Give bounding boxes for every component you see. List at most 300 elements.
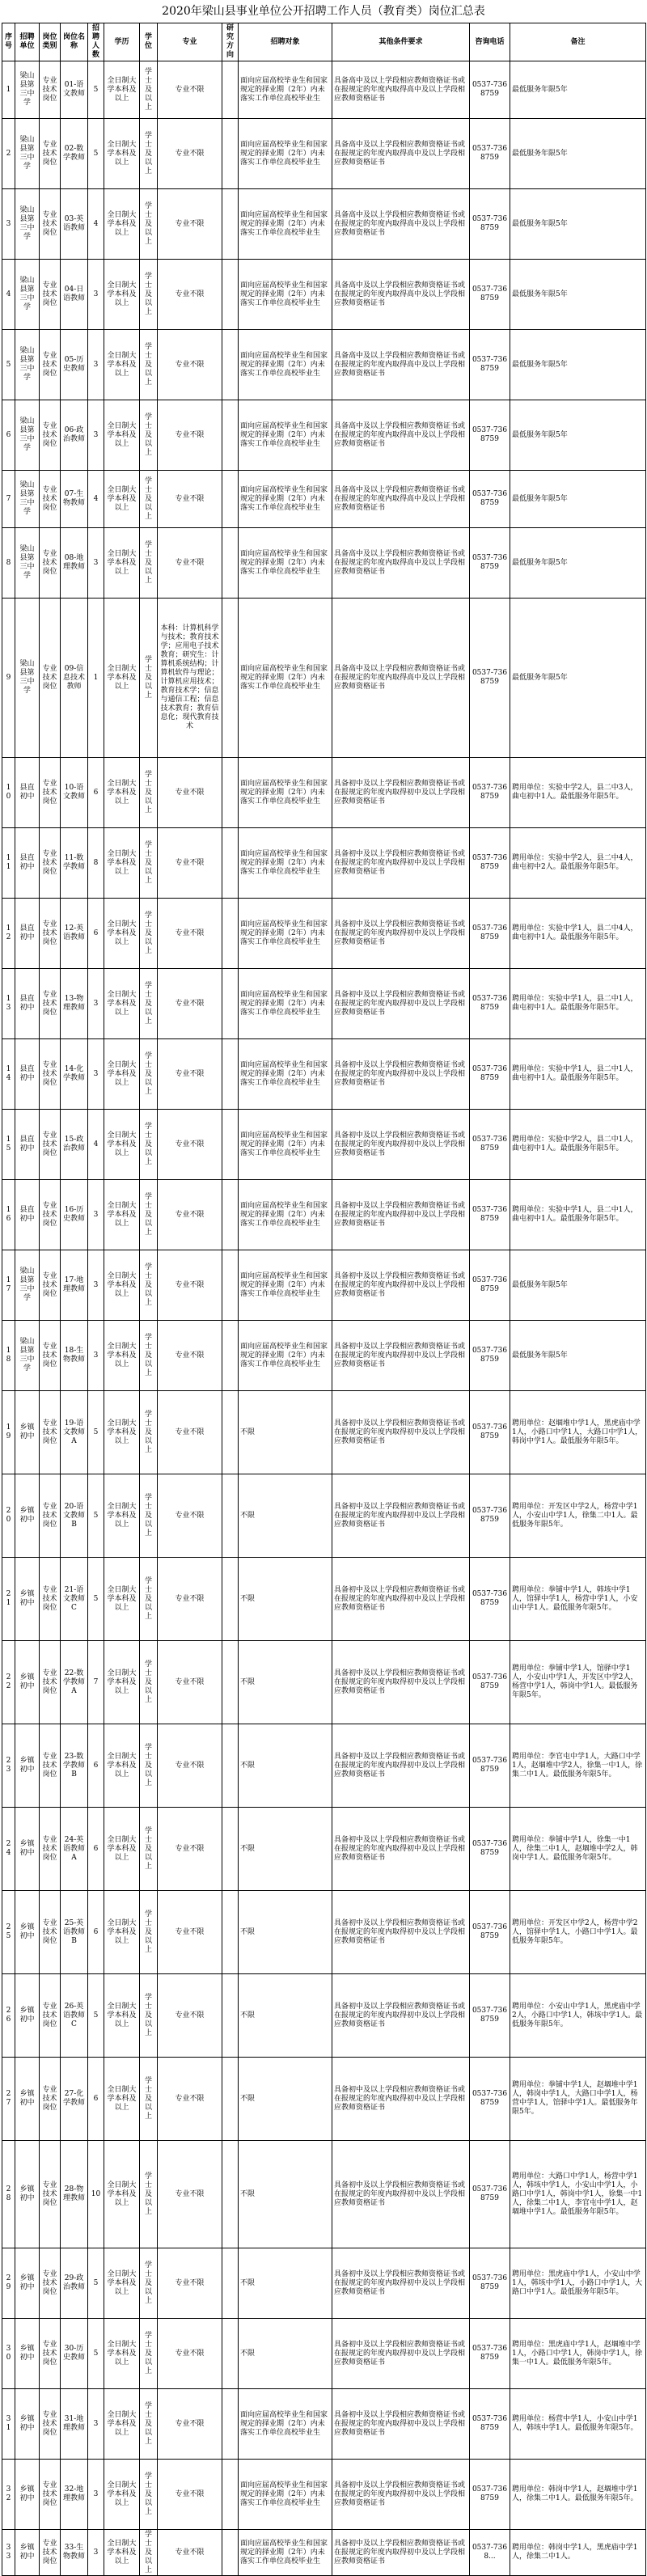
cell-phone: 0537-7368759 [470,471,510,528]
cell-count: 10 [88,2141,104,2248]
cell-requirements: 具备初中及以上学段相应教师资格证书或在报规定的年度内取得初中及以上学段相应教师资格证书 [332,1250,470,1321]
cell-count: 5 [88,119,104,189]
cell-degree: 学士及以上 [140,1321,158,1391]
cell-count: 6 [88,1724,104,1808]
cell-major: 专业不限 [158,2058,222,2141]
cell-phone: 0537-7368759 [470,2319,510,2389]
cell-target: 面向应届高校毕业生和国家规定的择业期（2年）内未落实工作单位高校毕业生 [239,1250,332,1321]
table-row [2,1039,646,1110]
cell-unit: 县直初中 [15,828,40,899]
cell-research [222,471,239,528]
cell-target: 不限 [239,2319,332,2389]
cell-education: 全日制大学本科及以上 [104,1110,140,1180]
cell-degree: 学士及以上 [140,1180,158,1250]
cell-requirements: 具备高中及以上学段相应教师资格证书或在报规定的年度内取得高中及以上学段相应教师资格证书 [332,189,470,260]
table-row [2,1974,646,2058]
cell-requirements: 具备初中及以上学段相应教师资格证书或在报规定的年度内取得初中及以上学段相应教师资格证书 [332,2248,470,2319]
cell-unit: 县直初中 [15,899,40,969]
cell-phone: 0537-7368759 [470,400,510,471]
cell-unit: 乡镇初中 [15,1724,40,1808]
cell-requirements: 具备高中及以上学段相应教师资格证书或在报规定的年度内取得高中及以上学段相应教师资格证书 [332,400,470,471]
cell-research [222,2248,239,2319]
cell-index: 17 [2,1250,15,1321]
cell-unit: 梁山县第三中学 [15,400,40,471]
cell-note: 聘用单位：拳铺中学1人，赵堌堆中学1人，韩岗中学1人，大路口中学1人，杨营中学1人，馆驿中学1人。最低服务年限5年。 [510,2058,646,2141]
table-row [2,2460,646,2530]
cell-position: 16-历史教师 [61,1180,88,1250]
cell-note: 聘用单位：实验中学1人，县二中4人，曲屯初中1人。最低服务年限5年。 [510,899,646,969]
cell-position: 13-物理教师 [61,969,88,1039]
cell-unit: 县直初中 [15,1039,40,1110]
cell-index: 16 [2,1180,15,1250]
cell-major: 专业不限 [158,2530,222,2576]
header-cell: 备注 [510,23,646,61]
cell-target: 面向应届高校毕业生和国家规定的择业期（2年）内未落实工作单位高校毕业生 [239,1110,332,1180]
cell-position: 18-生物教师 [61,1321,88,1391]
cell-phone: 0537-7368759 [470,61,510,119]
cell-index: 29 [2,2248,15,2319]
cell-position: 22-数学教师A [61,1641,88,1724]
cell-category: 专业技术岗位 [40,1180,61,1250]
cell-note: 聘用单位：赵堌堆中学1人，黑虎庙中学1人，小路口中学1人，大路口中学1人，韩岗中学1人。最低服务年限5年。 [510,1391,646,1474]
cell-degree: 学士及以上 [140,1110,158,1180]
cell-major: 专业不限 [158,1250,222,1321]
cell-target: 不限 [239,2058,332,2141]
table-row [2,2319,646,2389]
table-row [2,2141,646,2248]
cell-degree: 学士及以上 [140,528,158,599]
cell-position: 31-地理教师 [61,2389,88,2460]
cell-requirements: 具备初中及以上学段相应教师资格证书或在报规定的年度内取得初中及以上学段相应教师资格证书 [332,1974,470,2058]
header-cell: 岗位名称 [61,23,88,61]
cell-phone: 0537-7368759 [470,2389,510,2460]
cell-unit: 梁山县第三中学 [15,189,40,260]
cell-category: 专业技术岗位 [40,2319,61,2389]
table-row [2,1891,646,1974]
cell-count: 6 [88,1808,104,1891]
cell-major: 专业不限 [158,189,222,260]
cell-index: 1 [2,61,15,119]
cell-degree: 学士及以上 [140,1724,158,1808]
cell-phone: 0537-7368759 [470,1180,510,1250]
cell-unit: 乡镇初中 [15,2389,40,2460]
cell-education: 全日制大学本科及以上 [104,1039,140,1110]
cell-requirements: 具备初中及以上学段相应教师资格证书或在报规定的年度内取得初中及以上学段相应教师资格证书 [332,969,470,1039]
cell-education: 全日制大学本科及以上 [104,969,140,1039]
cell-count: 3 [88,2460,104,2530]
cell-requirements: 具备初中及以上学段相应教师资格证书或在报规定的年度内取得初中及以上学段相应教师资格证书 [332,1558,470,1641]
cell-degree: 学士及以上 [140,1250,158,1321]
cell-index: 19 [2,1391,15,1474]
cell-count: 5 [88,1974,104,2058]
cell-note: 最低服务年限5年 [510,189,646,260]
table-row [2,471,646,528]
cell-major: 专业不限 [158,2319,222,2389]
cell-target: 面向应届高校毕业生和国家规定的择业期（2年）内未落实工作单位高校毕业生 [239,828,332,899]
cell-unit: 梁山县第三中学 [15,330,40,400]
cell-index: 18 [2,1321,15,1391]
cell-phone: 0537-7368759 [470,1641,510,1724]
cell-category: 专业技术岗位 [40,330,61,400]
cell-category: 专业技术岗位 [40,2058,61,2141]
cell-education: 全日制大学本科及以上 [104,528,140,599]
cell-research [222,2141,239,2248]
cell-position: 01-语文教师 [61,61,88,119]
cell-education: 全日制大学本科及以上 [104,2141,140,2248]
cell-degree: 学士及以上 [140,758,158,828]
cell-category: 专业技术岗位 [40,1891,61,1974]
table-row [2,528,646,599]
cell-research [222,1808,239,1891]
table-row [2,1180,646,1250]
cell-unit: 乡镇初中 [15,2248,40,2319]
cell-education: 全日制大学本科及以上 [104,2319,140,2389]
table-row [2,1110,646,1180]
cell-note: 最低服务年限5年 [510,471,646,528]
cell-education: 全日制大学本科及以上 [104,2530,140,2576]
table-row [2,758,646,828]
cell-phone: 0537-7368759 [470,1974,510,2058]
cell-phone: 0537-7368759 [470,969,510,1039]
cell-target: 不限 [239,1474,332,1558]
cell-count: 3 [88,1321,104,1391]
cell-major: 专业不限 [158,2141,222,2248]
cell-count: 3 [88,2389,104,2460]
cell-index: 26 [2,1974,15,2058]
cell-count: 6 [88,899,104,969]
cell-target: 不限 [239,1974,332,2058]
cell-major: 专业不限 [158,1039,222,1110]
cell-degree: 学士及以上 [140,189,158,260]
cell-target: 面向应届高校毕业生和国家规定的择业期（2年）内未落实工作单位高校毕业生 [239,1039,332,1110]
cell-education: 全日制大学本科及以上 [104,2389,140,2460]
cell-degree: 学士及以上 [140,969,158,1039]
cell-requirements: 具备高中及以上学段相应教师资格证书或在报规定的年度内取得高中及以上学段相应教师资格证书 [332,599,470,758]
cell-research [222,1110,239,1180]
cell-note: 聘用单位：实验中学1人，县二中1人，曲屯初中1人。最低服务年限5年。 [510,1180,646,1250]
cell-category: 专业技术岗位 [40,2530,61,2576]
cell-note: 最低服务年限5年 [510,599,646,758]
cell-note: 最低服务年限5年 [510,400,646,471]
cell-index: 32 [2,2460,15,2530]
cell-target: 面向应届高校毕业生和国家规定的择业期（2年）内未落实工作单位高校毕业生 [239,528,332,599]
table-row [2,189,646,260]
cell-major: 本科：计算机科学与技术；教育技术学；应用电子技术教育；研究生：计算机系统结构；计算机软件与理论；计算机应用技术；教育技术学；信息与通信工程；信息技术教育；教育信息化；现代教育技术 [158,599,222,758]
cell-category: 专业技术岗位 [40,1974,61,2058]
cell-requirements: 具备初中及以上学段相应教师资格证书或在报规定的年度内取得初中及以上学段相应教师资格证书 [332,1321,470,1391]
cell-major: 专业不限 [158,2248,222,2319]
cell-position: 11-数学教师 [61,828,88,899]
cell-category: 专业技术岗位 [40,471,61,528]
cell-count: 5 [88,2248,104,2319]
cell-unit: 县直初中 [15,969,40,1039]
cell-position: 03-英语教师 [61,189,88,260]
cell-note: 最低服务年限5年 [510,528,646,599]
cell-unit: 梁山县第三中学 [15,1250,40,1321]
cell-target: 不限 [239,2141,332,2248]
cell-target: 面向应届高校毕业生和国家规定的择业期（2年）内未落实工作单位高校毕业生 [239,189,332,260]
cell-degree: 学士及以上 [140,1641,158,1724]
cell-degree: 学士及以上 [140,471,158,528]
cell-target: 面向应届高校毕业生和国家规定的择业期（2年）内未落实工作单位高校毕业生 [239,758,332,828]
cell-category: 专业技术岗位 [40,1558,61,1641]
cell-major: 专业不限 [158,1808,222,1891]
table-row [2,828,646,899]
cell-note: 聘用单位：开发区中学2人，杨营中学2人，馆驿中学1人，小路口中学1人。最低服务年限5年。 [510,1891,646,1974]
cell-phone: 0537-7368759 [470,119,510,189]
cell-unit: 梁山县第三中学 [15,528,40,599]
cell-position: 26-英语教师C [61,1974,88,2058]
cell-target: 面向应届高校毕业生和国家规定的择业期（2年）内未落实工作单位高校毕业生 [239,400,332,471]
cell-degree: 学士及以上 [140,260,158,330]
cell-target: 面向应届高校毕业生和国家规定的择业期（2年）内未落实工作单位高校毕业生 [239,969,332,1039]
cell-position: 27-化学教师 [61,2058,88,2141]
cell-phone: 0537-7368759 [470,1039,510,1110]
cell-major: 专业不限 [158,2460,222,2530]
cell-count: 1 [88,599,104,758]
cell-position: 09-信息技术教师 [61,599,88,758]
cell-target: 面向应届高校毕业生和国家规定的择业期（2年）内未落实工作单位高校毕业生 [239,61,332,119]
cell-note: 聘用单位：实验中学1人，县二中1人，曲屯初中1人。最低服务年限5年。 [510,1039,646,1110]
cell-target: 不限 [239,1808,332,1891]
cell-note: 聘用单位：实验中学2人，县二中1人，曲屯初中1人。最低服务年限5年。 [510,1110,646,1180]
cell-education: 全日制大学本科及以上 [104,119,140,189]
table-row [2,1250,646,1321]
header-cell: 学位 [140,23,158,61]
cell-category: 专业技术岗位 [40,189,61,260]
cell-major: 专业不限 [158,758,222,828]
table-row [2,1558,646,1641]
cell-position: 30-历史教师 [61,2319,88,2389]
cell-count: 5 [88,61,104,119]
cell-position: 14-化学教师 [61,1039,88,1110]
cell-requirements: 具备初中及以上学段相应教师资格证书或在报规定的年度内取得初中及以上学段相应教师资格证书 [332,1891,470,1974]
cell-index: 15 [2,1110,15,1180]
cell-phone: 0537-7368759 [470,2058,510,2141]
cell-research [222,2460,239,2530]
header-cell: 专业 [158,23,222,61]
cell-unit: 梁山县第三中学 [15,471,40,528]
cell-target: 面向应届高校毕业生和国家规定的择业期（2年）内未落实工作单位高校毕业生 [239,2530,332,2576]
cell-research [222,2389,239,2460]
cell-index: 7 [2,471,15,528]
cell-major: 专业不限 [158,1558,222,1641]
cell-note: 聘用单位：黑虎庙中学1人，小安山中学1人，韩垓中学1人，小路口中学1人，大路口中学1人。最低服务年限5年。 [510,2248,646,2319]
cell-research [222,2058,239,2141]
cell-degree: 学士及以上 [140,2248,158,2319]
cell-position: 20-语文教师B [61,1474,88,1558]
cell-requirements: 具备初中及以上学段相应教师资格证书或在报规定的年度内取得初中及以上学段相应教师资格证书 [332,828,470,899]
cell-education: 全日制大学本科及以上 [104,1391,140,1474]
positions-table [2,23,646,2576]
cell-index: 11 [2,828,15,899]
table-row [2,400,646,471]
cell-requirements: 具备初中及以上学段相应教师资格证书或在报规定的年度内取得初中及以上学段相应教师资格证书 [332,2460,470,2530]
cell-research [222,969,239,1039]
cell-index: 22 [2,1641,15,1724]
table-row [2,1808,646,1891]
cell-phone: 0537-7368759 [470,1558,510,1641]
cell-unit: 乡镇初中 [15,1808,40,1891]
cell-research [222,189,239,260]
cell-phone: 0537-7368759 [470,1110,510,1180]
cell-index: 23 [2,1724,15,1808]
cell-phone: 0537-7368759 [470,1321,510,1391]
cell-degree: 学士及以上 [140,1039,158,1110]
cell-research [222,599,239,758]
table-row [2,1474,646,1558]
cell-position: 19-语文教师A [61,1391,88,1474]
cell-target: 不限 [239,1558,332,1641]
cell-major: 专业不限 [158,400,222,471]
cell-position: 32-地理教师 [61,2460,88,2530]
cell-category: 专业技术岗位 [40,828,61,899]
cell-category: 专业技术岗位 [40,1391,61,1474]
cell-research [222,828,239,899]
cell-target: 面向应届高校毕业生和国家规定的择业期（2年）内未落实工作单位高校毕业生 [239,1321,332,1391]
cell-requirements: 具备初中及以上学段相应教师资格证书或在报规定的年度内取得初中及以上学段相应教师资格证书 [332,758,470,828]
cell-category: 专业技术岗位 [40,1474,61,1558]
table-row [2,2389,646,2460]
cell-major: 专业不限 [158,471,222,528]
cell-note: 最低服务年限5年 [510,1250,646,1321]
cell-requirements: 具备初中及以上学段相应教师资格证书或在报规定的年度内取得初中及以上学段相应教师资格证书 [332,1391,470,1474]
cell-requirements: 具备高中及以上学段相应教师资格证书或在报规定的年度内取得高中及以上学段相应教师资格证书 [332,119,470,189]
cell-count: 6 [88,1891,104,1974]
cell-major: 专业不限 [158,1110,222,1180]
cell-education: 全日制大学本科及以上 [104,1891,140,1974]
cell-education: 全日制大学本科及以上 [104,189,140,260]
cell-unit: 乡镇初中 [15,2141,40,2248]
cell-degree: 学士及以上 [140,2319,158,2389]
cell-degree: 学士及以上 [140,599,158,758]
cell-phone: 0537-7368759 [470,260,510,330]
table-row [2,599,646,758]
cell-phone: 0537-7368759 [470,2141,510,2248]
cell-phone: 0537-7368759 [470,2460,510,2530]
cell-count: 3 [88,969,104,1039]
cell-education: 全日制大学本科及以上 [104,471,140,528]
header-cell: 招聘单位 [15,23,40,61]
cell-index: 6 [2,400,15,471]
table-row [2,899,646,969]
cell-index: 10 [2,758,15,828]
cell-category: 专业技术岗位 [40,2248,61,2319]
cell-target: 面向应届高校毕业生和国家规定的择业期（2年）内未落实工作单位高校毕业生 [239,2389,332,2460]
cell-phone: 0537-7368759 [470,1474,510,1558]
cell-phone: 0537-7368759 [470,330,510,400]
cell-major: 专业不限 [158,119,222,189]
header-cell: 序号 [2,23,15,61]
cell-requirements: 具备初中及以上学段相应教师资格证书或在报规定的年度内取得初中及以上学段相应教师资格证书 [332,1724,470,1808]
cell-requirements: 具备初中及以上学段相应教师资格证书或在报规定的年度内取得初中及以上学段相应教师资格证书 [332,1180,470,1250]
cell-position: 07-生物教师 [61,471,88,528]
cell-phone: 0537-7368759 [470,2248,510,2319]
cell-position: 12-英语教师 [61,899,88,969]
cell-note: 聘用单位：实验中学2人，县二中4人，曲屯初中2人。最低服务年限5年。 [510,828,646,899]
cell-requirements: 具备高中及以上学段相应教师资格证书或在报规定的年度内取得高中及以上学段相应教师资格证书 [332,528,470,599]
cell-research [222,1180,239,1250]
cell-count: 7 [88,1641,104,1724]
cell-major: 专业不限 [158,1891,222,1974]
cell-research [222,1641,239,1724]
cell-requirements: 具备初中及以上学段相应教师资格证书或在报规定的年度内取得初中及以上学段相应教师资格证书 [332,2389,470,2460]
cell-degree: 学士及以上 [140,2058,158,2141]
cell-research [222,1891,239,1974]
cell-education: 全日制大学本科及以上 [104,61,140,119]
cell-degree: 学士及以上 [140,899,158,969]
cell-education: 全日制大学本科及以上 [104,828,140,899]
cell-degree: 学士及以上 [140,1474,158,1558]
cell-requirements: 具备初中及以上学段相应教师资格证书或在报规定的年度内取得初中及以上学段相应教师资格证书 [332,2058,470,2141]
cell-index: 33 [2,2530,15,2576]
cell-unit: 梁山县第三中学 [15,1321,40,1391]
cell-note: 聘用单位：杨营中学1人，小安山中学1人，韩垓中学1人。最低服务年限5年。 [510,2389,646,2460]
cell-count: 5 [88,2319,104,2389]
cell-index: 24 [2,1808,15,1891]
cell-major: 专业不限 [158,899,222,969]
cell-unit: 乡镇初中 [15,1891,40,1974]
cell-degree: 学士及以上 [140,828,158,899]
cell-major: 专业不限 [158,1724,222,1808]
cell-index: 31 [2,2389,15,2460]
header-cell: 岗位类别 [40,23,61,61]
cell-position: 29-政治教师 [61,2248,88,2319]
cell-note: 聘用单位：韩岗中学1人，赵堌堆中学1人，徐集二中1人。最低服务年限5年。 [510,2460,646,2530]
cell-position: 23-数学教师B [61,1724,88,1808]
cell-index: 30 [2,2319,15,2389]
cell-index: 28 [2,2141,15,2248]
cell-phone: 0537-7368759 [470,1808,510,1891]
cell-category: 专业技术岗位 [40,1110,61,1180]
cell-requirements: 具备初中及以上学段相应教师资格证书或在报规定的年度内取得初中及以上学段相应教师资格证书 [332,2141,470,2248]
cell-education: 全日制大学本科及以上 [104,1558,140,1641]
page-title: 2020年梁山县事业单位公开招聘工作人员（教育类）岗位汇总表 [162,5,485,18]
cell-count: 3 [88,1250,104,1321]
table-header-row [2,23,646,61]
cell-target: 面向应届高校毕业生和国家规定的择业期（2年）内未落实工作单位高校毕业生 [239,471,332,528]
cell-index: 21 [2,1558,15,1641]
cell-position: 06-政治教师 [61,400,88,471]
table-row [2,2530,646,2576]
cell-note: 聘用单位：李官屯中学1人，大路口中学1人，赵堌堆中学2人，徐集一中1人，徐集二中1人。最低服务年限5年。 [510,1724,646,1808]
cell-requirements: 具备初中及以上学段相应教师资格证书或在报规定的年度内取得初中及以上学段相应教师资格证书 [332,1808,470,1891]
cell-major: 专业不限 [158,1321,222,1391]
cell-major: 专业不限 [158,1974,222,2058]
cell-research [222,1724,239,1808]
table-row [2,1321,646,1391]
cell-research [222,119,239,189]
cell-major: 专业不限 [158,828,222,899]
cell-index: 27 [2,2058,15,2141]
cell-category: 专业技术岗位 [40,969,61,1039]
cell-position: 15-政治教师 [61,1110,88,1180]
cell-phone: 0537-7368759 [470,189,510,260]
cell-degree: 学士及以上 [140,1891,158,1974]
cell-requirements: 具备高中及以上学段相应教师资格证书或在报规定的年度内取得高中及以上学段相应教师资格证书 [332,260,470,330]
cell-research [222,400,239,471]
cell-unit: 乡镇初中 [15,2460,40,2530]
cell-major: 专业不限 [158,260,222,330]
cell-unit: 乡镇初中 [15,1974,40,2058]
cell-major: 专业不限 [158,969,222,1039]
cell-count: 3 [88,2530,104,2576]
cell-research [222,899,239,969]
cell-degree: 学士及以上 [140,2530,158,2576]
cell-degree: 学士及以上 [140,2460,158,2530]
header-cell: 招聘人数 [88,23,104,61]
cell-education: 全日制大学本科及以上 [104,599,140,758]
